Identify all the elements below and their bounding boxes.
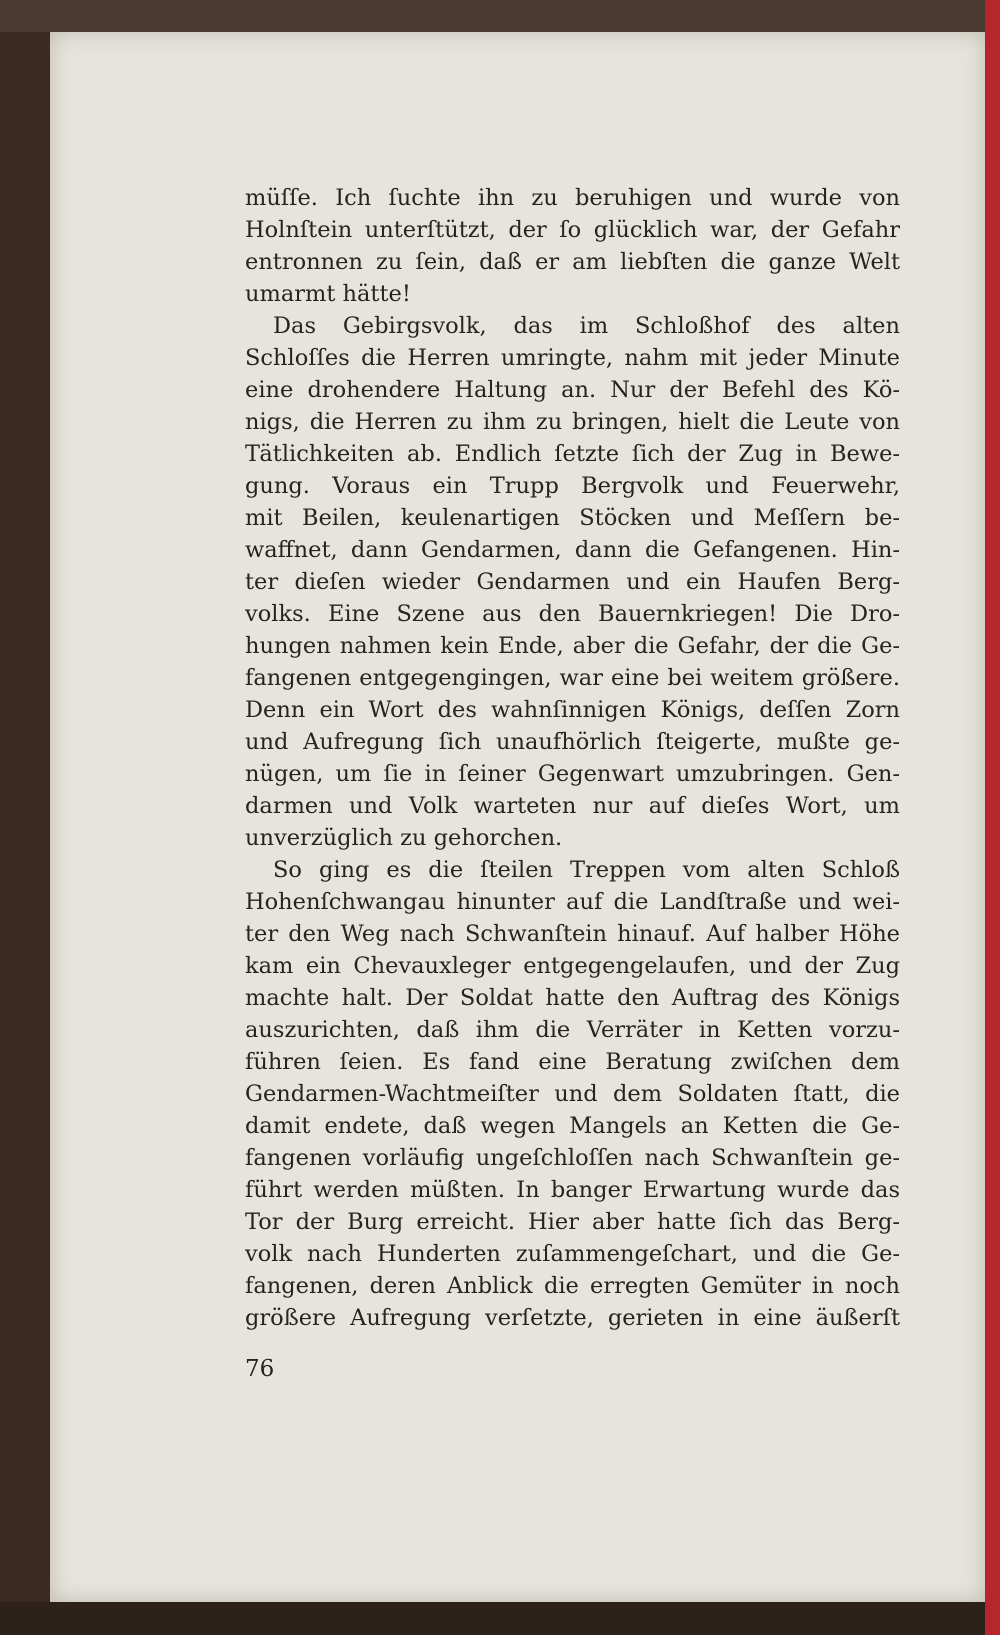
text-line: Schloſſes die Herren umringte, nahm mit jeder Minute [245,345,900,371]
text-line: Hohenſchwangau hinunter auf die Landſtraße und wei- [245,889,900,915]
page-number: 76 [245,1356,275,1382]
text-line: machte halt. Der Soldat hatte den Auftrag des Königs [245,985,900,1011]
text-line: hungen nahmen kein Ende, aber die Gefahr, der die Ge- [245,633,900,659]
text-line: So ging es die ſteilen Treppen vom alten Schloß [273,857,900,883]
text-line: mit Beilen, keulenartigen Stöcken und Meſſern be- [245,505,900,531]
text-line: größere Aufregung verſetzte, gerieten in eine äußerſt [245,1305,900,1331]
text-line: darmen und Volk warteten nur auf dieſes Wort, um [245,793,900,819]
text-line: kam ein Chevauxleger entgegengelaufen, und der Zug [245,953,900,979]
paragraph [245,310,900,854]
text-line: Tor der Burg erreicht. Hier aber hatte ſich das Berg- [245,1209,900,1235]
text-line: nigs, die Herren zu ihm zu bringen, hielt die Leute von [245,409,900,435]
text-line: fangenen, deren Anblick die erregten Gemüter in noch [245,1273,900,1299]
text-line: entronnen zu ſein, daß er am liebſten die ganze Welt [245,249,900,275]
text-line: führt werden müßten. In banger Erwartung wurde das [245,1177,900,1203]
text-line: und Aufregung ſich unaufhörlich ſteigerte, mußte ge- [245,729,900,755]
book-cover-edge [985,0,1000,1635]
text-line: damit endete, daß wegen Mangels an Ketten die Ge- [245,1113,900,1139]
paragraph [245,182,900,310]
text-line: auszurichten, daß ihm die Verräter in Ketten vorzu- [245,1017,900,1043]
text-line: ter dieſen wieder Gendarmen und ein Haufen Berg- [245,569,900,595]
text-line: Das Gebirgsvolk, das im Schloßhof des alten [273,313,900,339]
scan-background-top [0,0,985,32]
text-line: Holnſtein unterſtützt, der ſo glücklich war, der Gefahr [245,217,900,243]
text-line: gung. Voraus ein Trupp Bergvolk und Feuerwehr, [245,473,900,499]
text-line: fangenen vorläufig ungeſchloſſen nach Schwanſtein ge- [245,1145,900,1171]
text-line: nügen, um ſie in ſeiner Gegenwart umzubringen. Gen- [245,761,900,787]
text-line: eine drohendere Haltung an. Nur der Befehl des Kö- [245,377,900,403]
text-line: fangenen entgegengingen, war eine bei weitem größere. [245,665,900,691]
body-text [245,182,900,1334]
text-line: volk nach Hunderten zuſammengeſchart, und die Ge- [245,1241,900,1267]
text-line: Tätlichkeiten ab. Endlich ſetzte ſich der Zug in Bewe- [245,441,900,467]
text-line: Denn ein Wort des wahnſinnigen Königs, deſſen Zorn [245,697,900,723]
text-line: volks. Eine Szene aus den Bauernkriegen! Die Dro- [245,601,900,627]
text-line: ter den Weg nach Schwanſtein hinauf. Auf halber Höhe [245,921,900,947]
scan-background-bottom [0,1602,985,1635]
text-line: Gendarmen-Wachtmeiſter und dem Soldaten ſtatt, die [245,1081,900,1107]
text-line: unverzüglich zu gehorchen. [245,825,563,851]
text-line: müſſe. Ich ſuchte ihn zu beruhigen und wurde von [245,185,900,211]
text-line: führen ſeien. Es fand eine Beratung zwiſchen dem [245,1049,900,1075]
text-line: waffnet, dann Gendarmen, dann die Gefangenen. Hin- [245,537,900,563]
paragraph [245,854,900,1334]
text-line: umarmt hätte! [245,281,411,307]
